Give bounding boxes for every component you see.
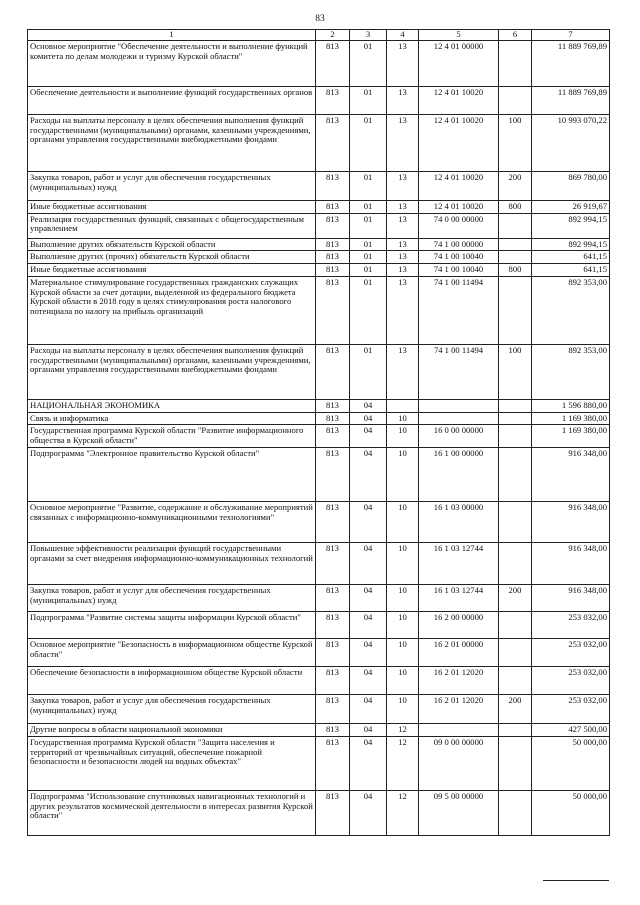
table-row [28,425,610,448]
amount-cell: 11 889 769,89 [532,41,610,87]
item-name-cell: Закупка товаров, работ и услуг для обеспечения государственных (муниципальных) нужд [28,172,316,201]
column-header: 1 [28,30,316,41]
item-name-cell: Подпрограмма "Развитие системы защиты информации Курской области" [28,612,316,639]
target-article-code-cell: 16 2 01 12020 [419,667,499,695]
amount-cell: 50 000,00 [532,736,610,790]
subsection-code-cell: 12 [387,724,419,737]
item-name-cell: Основное мероприятие "Обеспечение деятельности и выполнение функций комитета по делам молодежи и туризму Курской области" [28,41,316,87]
target-article-code-cell: 09 0 00 00000 [419,736,499,790]
amount-cell: 50 000,00 [532,790,610,835]
subsection-code-cell: 10 [387,667,419,695]
subsection-code-cell: 10 [387,502,419,543]
target-article-code-cell: 16 2 01 00000 [419,639,499,667]
subsection-code-cell: 10 [387,612,419,639]
table-row [28,695,610,724]
subsection-code-cell [387,399,419,412]
item-name-cell: Основное мероприятие "Развитие, содержание и обслуживание мероприятий связанных с информационно-коммуникационными технологиями" [28,502,316,543]
expense-type-code-cell: 800 [499,264,532,277]
ministry-code-cell: 813 [316,612,350,639]
section-code-cell: 01 [350,251,387,264]
section-code-cell: 01 [350,276,387,344]
target-article-code-cell: 16 2 01 12020 [419,695,499,724]
target-article-code-cell [419,412,499,425]
expense-type-code-cell [499,87,532,115]
expense-type-code-cell [499,399,532,412]
subsection-code-cell: 12 [387,736,419,790]
item-name-cell: Государственная программа Курской области "Развитие информационного общества в Курской области" [28,425,316,448]
column-header: 7 [532,30,610,41]
ministry-code-cell: 813 [316,344,350,399]
table-row [28,276,610,344]
section-code-cell: 04 [350,399,387,412]
item-name-cell: Иные бюджетные ассигнования [28,201,316,214]
expense-type-code-cell: 200 [499,695,532,724]
section-code-cell: 04 [350,425,387,448]
item-name-cell: Иные бюджетные ассигнования [28,264,316,277]
item-name-cell: Основное мероприятие "Безопасность в информационном обществе Курской области" [28,639,316,667]
section-code-cell: 04 [350,612,387,639]
target-article-code-cell: 16 0 00 00000 [419,425,499,448]
expense-type-code-cell [499,412,532,425]
table-row [28,790,610,835]
target-article-code-cell [419,399,499,412]
table-row [28,543,610,585]
table-row [28,251,610,264]
ministry-code-cell: 813 [316,790,350,835]
table-row [28,201,610,214]
amount-cell: 892 353,00 [532,276,610,344]
table-row [28,667,610,695]
amount-cell: 1 169 380,00 [532,412,610,425]
expense-type-code-cell: 100 [499,115,532,172]
section-code-cell: 04 [350,667,387,695]
table-row [28,612,610,639]
subsection-code-cell: 10 [387,412,419,425]
ministry-code-cell: 813 [316,695,350,724]
ministry-code-cell: 813 [316,238,350,251]
expense-type-code-cell [499,41,532,87]
amount-cell: 916 348,00 [532,543,610,585]
amount-cell: 253 032,00 [532,612,610,639]
amount-cell: 916 348,00 [532,502,610,543]
footer-rule [543,880,609,881]
amount-cell: 253 032,00 [532,695,610,724]
amount-cell: 253 032,00 [532,639,610,667]
target-article-code-cell: 74 1 00 11494 [419,344,499,399]
item-name-cell: Подпрограмма "Использование спутниковых навигационных технологий и других результатов космической деятельности в интересах развития Курской области" [28,790,316,835]
item-name-cell: Государственная программа Курской области "Защита населения и территорий от чрезвычайных ситуаций, обеспечение пожарной безопасности и безопасности людей на водных объектах" [28,736,316,790]
amount-cell: 869 780,00 [532,172,610,201]
subsection-code-cell: 13 [387,41,419,87]
amount-cell: 10 993 070,22 [532,115,610,172]
subsection-code-cell: 13 [387,238,419,251]
table-row [28,213,610,238]
target-article-code-cell: 74 0 00 00000 [419,213,499,238]
table-body [28,41,610,836]
item-name-cell: Расходы на выплаты персоналу в целях обеспечения выполнения функций государственными (муниципальными) органами, казенными учреждениями, органами управления государственными внебюджетными фондами [28,115,316,172]
expense-type-code-cell: 200 [499,172,532,201]
column-header: 5 [419,30,499,41]
ministry-code-cell: 813 [316,585,350,612]
amount-cell: 641,15 [532,251,610,264]
ministry-code-cell: 813 [316,724,350,737]
subsection-code-cell: 10 [387,585,419,612]
amount-cell: 1 596 880,00 [532,399,610,412]
ministry-code-cell: 813 [316,736,350,790]
section-code-cell: 04 [350,543,387,585]
subsection-code-cell: 10 [387,543,419,585]
table-row [28,172,610,201]
ministry-code-cell: 813 [316,172,350,201]
expense-type-code-cell [499,213,532,238]
subsection-code-cell: 10 [387,425,419,448]
ministry-code-cell: 813 [316,276,350,344]
target-article-code-cell [419,724,499,737]
expense-type-code-cell [499,276,532,344]
section-code-cell: 04 [350,448,387,502]
target-article-code-cell: 12 4 01 10020 [419,115,499,172]
table-row [28,238,610,251]
page-number: 83 [315,14,325,24]
subsection-code-cell: 12 [387,790,419,835]
amount-cell: 427 500,00 [532,724,610,737]
amount-cell: 641,15 [532,264,610,277]
amount-cell: 892 994,15 [532,213,610,238]
ministry-code-cell: 813 [316,639,350,667]
table-row [28,724,610,737]
amount-cell: 916 348,00 [532,585,610,612]
target-article-code-cell: 74 1 00 10040 [419,251,499,264]
column-number-row [28,30,610,41]
target-article-code-cell: 16 1 03 12744 [419,543,499,585]
column-header: 3 [350,30,387,41]
subsection-code-cell: 13 [387,172,419,201]
expense-type-code-cell: 100 [499,344,532,399]
item-name-cell: Повышение эффективности реализации функций государственными органами за счет внедрения информационно-коммуникационных технологий [28,543,316,585]
section-code-cell: 04 [350,412,387,425]
section-code-cell: 04 [350,695,387,724]
table-row [28,264,610,277]
ministry-code-cell: 813 [316,201,350,214]
item-name-cell: НАЦИОНАЛЬНАЯ ЭКОНОМИКА [28,399,316,412]
item-name-cell: Другие вопросы в области национальной экономики [28,724,316,737]
section-code-cell: 04 [350,790,387,835]
ministry-code-cell: 813 [316,667,350,695]
section-code-cell: 01 [350,115,387,172]
subsection-code-cell: 13 [387,115,419,172]
target-article-code-cell: 12 4 01 00000 [419,41,499,87]
expense-type-code-cell [499,425,532,448]
table-row [28,639,610,667]
target-article-code-cell: 16 1 03 00000 [419,502,499,543]
column-header: 4 [387,30,419,41]
table-row [28,412,610,425]
section-code-cell: 04 [350,639,387,667]
expense-type-code-cell [499,543,532,585]
ministry-code-cell: 813 [316,213,350,238]
section-code-cell: 01 [350,213,387,238]
item-name-cell: Расходы на выплаты персоналу в целях обеспечения выполнения функций государственными (муниципальными) органами, казенными учреждениями, органами управления государственными внебюджетными фондами [28,344,316,399]
section-code-cell: 01 [350,344,387,399]
subsection-code-cell: 13 [387,276,419,344]
expense-type-code-cell [499,251,532,264]
ministry-code-cell: 813 [316,502,350,543]
section-code-cell: 01 [350,87,387,115]
amount-cell: 916 348,00 [532,448,610,502]
table-row [28,448,610,502]
subsection-code-cell: 10 [387,448,419,502]
ministry-code-cell: 813 [316,399,350,412]
target-article-code-cell: 12 4 01 10020 [419,87,499,115]
amount-cell: 11 889 769,89 [532,87,610,115]
item-name-cell: Закупка товаров, работ и услуг для обеспечения государственных (муниципальных) нужд [28,695,316,724]
target-article-code-cell: 16 1 03 12744 [419,585,499,612]
subsection-code-cell: 13 [387,344,419,399]
section-code-cell: 04 [350,736,387,790]
ministry-code-cell: 813 [316,543,350,585]
expense-type-code-cell: 800 [499,201,532,214]
amount-cell: 253 032,00 [532,667,610,695]
subsection-code-cell: 10 [387,639,419,667]
table-row [28,585,610,612]
section-code-cell: 01 [350,172,387,201]
target-article-code-cell: 12 4 01 10020 [419,172,499,201]
expense-type-code-cell [499,667,532,695]
item-name-cell: Обеспечение деятельности и выполнение функций государственных органов [28,87,316,115]
target-article-code-cell: 12 4 01 10020 [419,201,499,214]
item-name-cell: Выполнение других обязательств Курской области [28,238,316,251]
section-code-cell: 01 [350,264,387,277]
table-row [28,399,610,412]
expense-type-code-cell [499,448,532,502]
expense-type-code-cell [499,724,532,737]
table-row [28,115,610,172]
expense-type-code-cell [499,502,532,543]
item-name-cell: Реализация государственных функций, связанных с общегосударственным управлением [28,213,316,238]
table-row [28,87,610,115]
amount-cell: 892 353,00 [532,344,610,399]
section-code-cell: 01 [350,201,387,214]
ministry-code-cell: 813 [316,448,350,502]
item-name-cell: Связь и информатика [28,412,316,425]
amount-cell: 892 994,15 [532,238,610,251]
item-name-cell: Подпрограмма "Электронное правительство Курской области" [28,448,316,502]
expense-type-code-cell [499,736,532,790]
table-row [28,41,610,87]
item-name-cell: Закупка товаров, работ и услуг для обеспечения государственных (муниципальных) нужд [28,585,316,612]
ministry-code-cell: 813 [316,412,350,425]
target-article-code-cell: 16 2 00 00000 [419,612,499,639]
target-article-code-cell: 16 1 00 00000 [419,448,499,502]
target-article-code-cell: 74 1 00 00000 [419,238,499,251]
target-article-code-cell: 74 1 00 10040 [419,264,499,277]
column-header: 2 [316,30,350,41]
expense-type-code-cell [499,790,532,835]
section-code-cell: 01 [350,41,387,87]
subsection-code-cell: 13 [387,87,419,115]
subsection-code-cell: 13 [387,213,419,238]
column-header: 6 [499,30,532,41]
subsection-code-cell: 10 [387,695,419,724]
section-code-cell: 01 [350,238,387,251]
amount-cell: 1 169 380,00 [532,425,610,448]
ministry-code-cell: 813 [316,251,350,264]
table-row [28,736,610,790]
budget-table [27,29,610,836]
subsection-code-cell: 13 [387,201,419,214]
table-row [28,344,610,399]
subsection-code-cell: 13 [387,251,419,264]
expense-type-code-cell [499,238,532,251]
section-code-cell: 04 [350,724,387,737]
section-code-cell: 04 [350,502,387,543]
item-name-cell: Выполнение других (прочих) обязательств Курской области [28,251,316,264]
ministry-code-cell: 813 [316,425,350,448]
section-code-cell: 04 [350,585,387,612]
subsection-code-cell: 13 [387,264,419,277]
ministry-code-cell: 813 [316,87,350,115]
expense-type-code-cell [499,639,532,667]
ministry-code-cell: 813 [316,264,350,277]
item-name-cell: Обеспечение безопасности в информационном обществе Курской области [28,667,316,695]
item-name-cell: Материальное стимулирование государственных гражданских служащих Курской области за счет дотации, выделенной из федерального бюджета Курской области в 2018 году в целях стимулирования роста налогового потенциала по налогу на прибыль организаций [28,276,316,344]
table-row [28,502,610,543]
target-article-code-cell: 74 1 00 11494 [419,276,499,344]
ministry-code-cell: 813 [316,115,350,172]
ministry-code-cell: 813 [316,41,350,87]
expense-type-code-cell: 200 [499,585,532,612]
target-article-code-cell: 09 5 00 00000 [419,790,499,835]
expense-type-code-cell [499,612,532,639]
amount-cell: 26 919,67 [532,201,610,214]
